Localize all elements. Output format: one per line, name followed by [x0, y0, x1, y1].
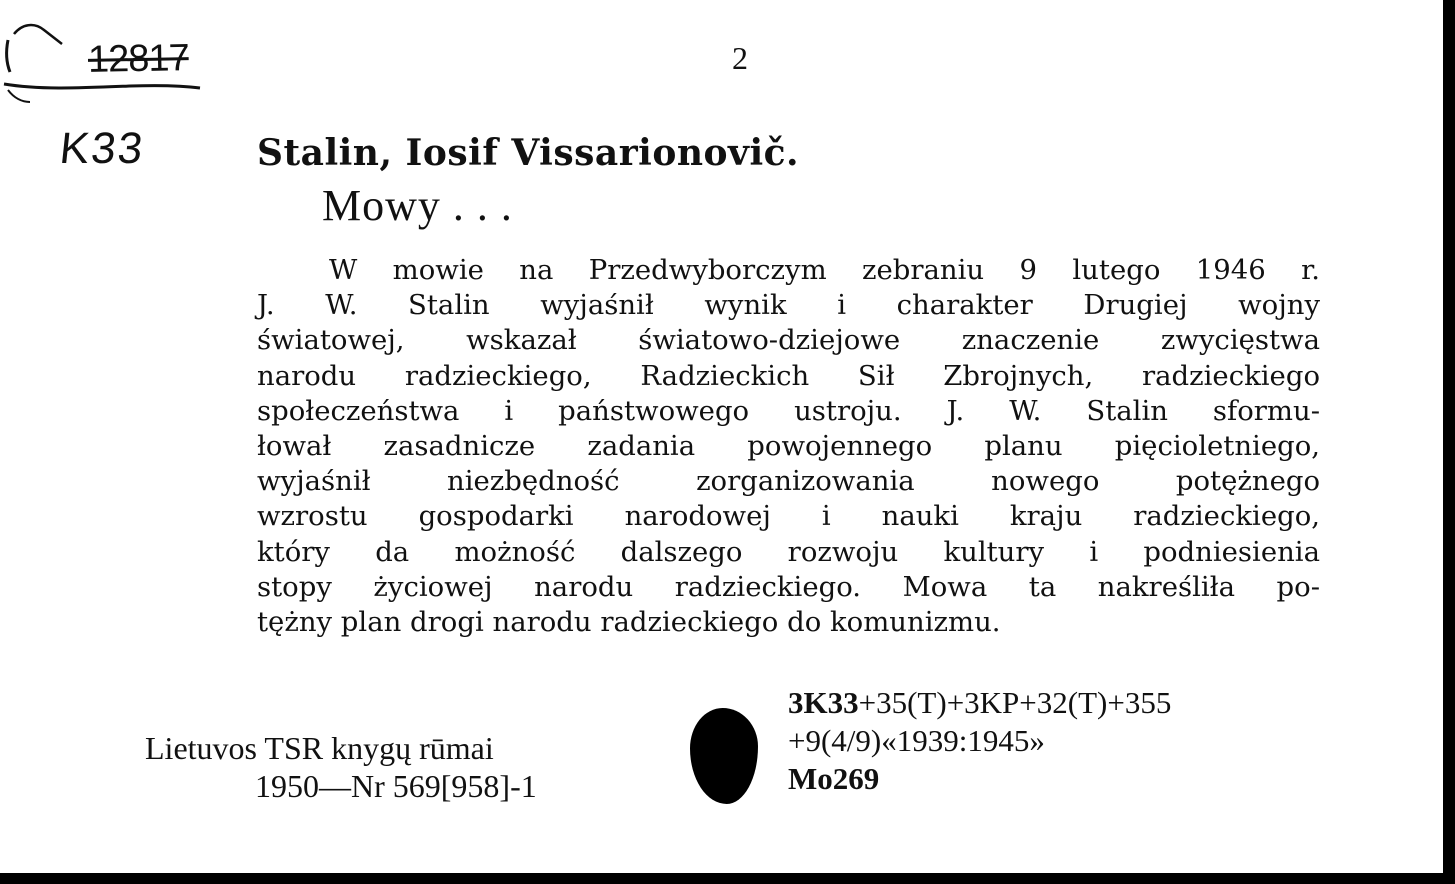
abstract-line: W mowie na Przedwyborczym zebraniu 9 lutego 1946 r.	[329, 254, 1320, 286]
publisher-record-number: 1950—Nr 569[958]-1	[255, 768, 537, 804]
abstract-text	[257, 253, 1320, 640]
abstract-line: tężny plan drogi narodu radzieckiego do komunizmu.	[257, 606, 1001, 639]
abstract-line: narodu radzieckiego, Radzieckich Sił Zbrojnych, radzieckiego	[257, 359, 1320, 392]
classification-main-code: 3K33	[788, 685, 859, 720]
scan-edge-bottom	[0, 873, 1455, 884]
author-heading: Stalin, Iosif Vissarionovič.	[257, 132, 800, 174]
abstract-line: społeczeństwa i państwowego ustroju. J. W. Stalin sformu-	[257, 394, 1320, 427]
abstract-line: wyjaśnił niezbędność zorganizowania nowego potężnego	[257, 465, 1320, 498]
handwritten-shelf-code: K33	[57, 124, 147, 173]
publisher-name: Lietuvos TSR knygų rūmai	[145, 730, 494, 766]
handwritten-accession-number: 12817	[87, 37, 190, 81]
abstract-line: który da możność dalszego rozwoju kultury i podniesienia	[257, 535, 1320, 568]
work-title: Mowy . . .	[322, 181, 513, 230]
abstract-line: łował zasadnicze zadania powojennego planu pięcioletniego,	[257, 430, 1320, 463]
classification-line-2: +9(4/9)«1939:1945»	[788, 723, 1045, 758]
scan-edge-right	[1443, 0, 1455, 884]
abstract-line: J. W. Stalin wyjaśnił wynik i charakter Drugiej wojny	[257, 289, 1320, 322]
classification-line-3: Mo269	[788, 761, 880, 796]
classification-block	[788, 684, 1171, 798]
classification-line-1	[788, 684, 1171, 722]
abstract-line: wzrostu gospodarki narodowej i nauki kraju radzieckiego,	[257, 500, 1320, 533]
card-page-number: 2	[732, 40, 748, 76]
ink-blot-mark	[690, 708, 758, 804]
abstract-line: światowej, wskazał światowo-dziejowe znaczenie zwycięstwa	[257, 324, 1320, 357]
classification-extra-codes: +35(T)+3KP+32(T)+355	[858, 685, 1172, 720]
abstract-line: stopy życiowej narodu radzieckiego. Mowa ta nakreśliła po-	[257, 570, 1320, 603]
